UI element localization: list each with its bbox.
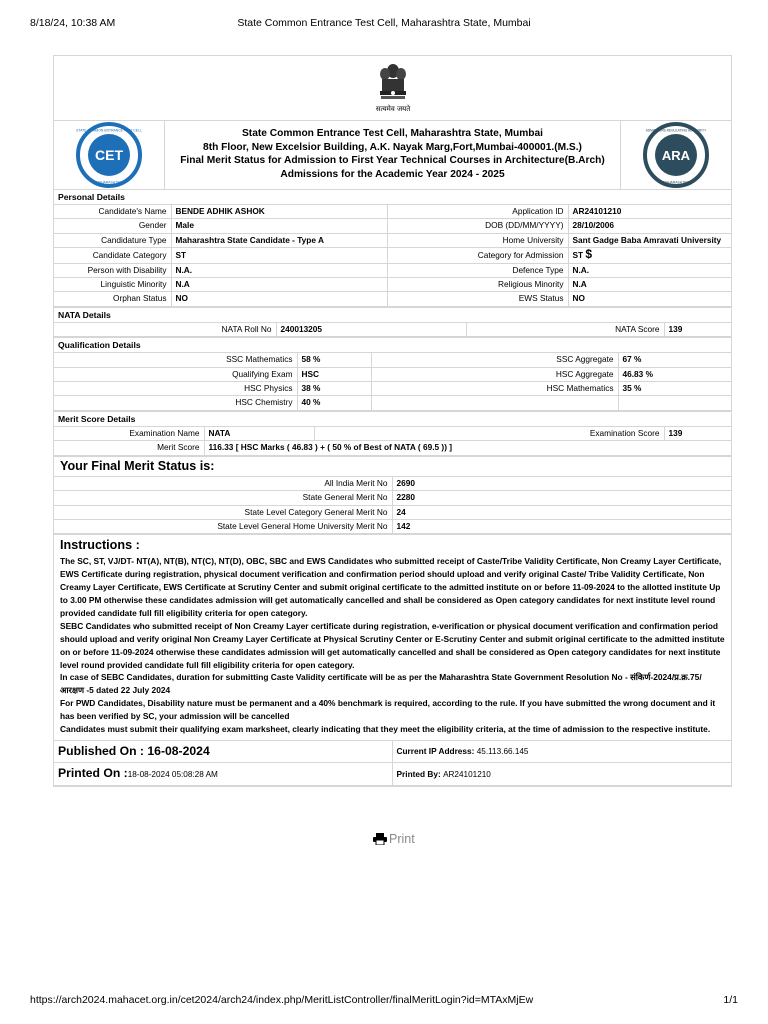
defence-type-value: N.A. (568, 263, 731, 277)
table-row (54, 367, 731, 381)
application-id-label: Application ID (387, 205, 568, 219)
ssc-mathematics-value: 58 % (297, 353, 371, 367)
table-row (54, 382, 731, 396)
table-row (54, 278, 731, 292)
linguistic-minority-value: N.A (171, 278, 387, 292)
personal-details-heading: Personal Details (54, 190, 731, 205)
academic-year: Admissions for the Academic Year 2024 - 2025 (280, 168, 505, 180)
office-address: 8th Floor, New Excelsior Building, A.K. Nayak Marg,Fort,Mumbai-400001.(M.S.) (203, 141, 582, 153)
qualifying-exam-label: Qualifying Exam (54, 367, 297, 381)
page-count: 1/1 (723, 994, 738, 1006)
cet-logo-bottom-text: MAHARASHTRA (96, 180, 122, 185)
state-general-merit-label: State General Merit No (54, 491, 392, 505)
ara-logo-ring-text: ADMISSIONS REGULATING AUTHORITY (645, 128, 707, 133)
emblem-row (54, 56, 731, 121)
ara-logo-bottom-text: MAHARASHTRA (663, 180, 689, 185)
state-category-merit-value: 24 (392, 505, 731, 519)
hsc-physics-label: HSC Physics (54, 382, 297, 396)
instruction-paragraph: SEBC Candidates who submitted receipt of Non Creamy Layer certificate during registration, e-verification or physical document verification and confirmation period should upload and verify original Non Creamy Layer Certificate at Physical Scrutiny Center or E-Scrutiny Center and submit original certificate to the admitted institute on or before 11-09-2024 otherwise these candidates admission will get automatically cancelled and shall be considered as Open category candidates for next institute level round provided candidate full fill eligibility criteria for open category. (60, 620, 725, 670)
office-header (54, 121, 731, 190)
cet-logo-ring-text: STATE COMMON ENTRANCE TEST CELL (76, 128, 142, 133)
national-emblem-icon (373, 61, 413, 117)
merit-score-label: Merit Score (54, 441, 204, 455)
browser-print-footer (30, 994, 738, 1008)
personal-details-table (54, 205, 731, 307)
nata-details-table (54, 323, 731, 337)
cet-logo-text: CET (95, 147, 123, 163)
table-row (54, 205, 731, 219)
instruction-paragraph: The SC, ST, VJ/DT- NT(A), NT(B), NT(C), NT(D), OBC, SBC and EWS Candidates who submitted receipt of Caste/Tribe Validity Certificate, Non Creamy Layer Certificate, EWS Certificate during registration, physical document verification and confirmation period should upload and verify original Caste/ Tribe Validity Certificate, Non Creamy Layer Certificate, EWS Certificate at Scrutiny Center and submit original certificate to the admitted institute on or before 11-09-2024 to the allotted institute Up to 3.00 PM otherwise these candidates admission will get automatically cancelled and shall be considered as Open category candidates for next institute level round provided candidate full fill eligibility criteria for open category. (60, 556, 722, 618)
dob-label: DOB (DD/MM/YYYY) (387, 219, 568, 233)
print-page-title: State Common Entrance Test Cell, Maharashtra State, Mumbai (237, 17, 531, 29)
office-name: State Common Entrance Test Cell, Maharashtra State, Mumbai (242, 128, 543, 139)
table-row (54, 323, 731, 337)
published-label: Published On : (58, 744, 148, 758)
qualification-details-heading: Qualification Details (54, 337, 731, 353)
hsc-chemistry-label: HSC Chemistry (54, 396, 297, 410)
print-datetime: 8/18/24, 10:38 AM (30, 17, 116, 29)
ssc-mathematics-label: SSC Mathematics (54, 353, 297, 367)
home-university-label: Home University (387, 233, 568, 247)
hsc-aggregate-label: HSC Aggregate (371, 367, 618, 381)
published-value: 16-08-2024 (147, 744, 210, 758)
print-button[interactable] (373, 832, 415, 846)
home-university-value: Sant Gadge Baba Amravati University (568, 233, 731, 247)
category-for-admission-label: Category for Admission (387, 248, 568, 263)
home-university-merit-label: State Level General Home University Merit No (54, 519, 392, 533)
table-row (54, 505, 731, 519)
ip-value: 45.113.66.145 (476, 747, 529, 756)
religious-minority-label: Religious Minority (387, 278, 568, 292)
candidate-name-value: BENDE ADHIK ASHOK (171, 205, 387, 219)
browser-print-header (30, 17, 738, 31)
nata-score-label: NATA Score (466, 323, 664, 337)
print-button-label: Print (389, 832, 415, 846)
ara-logo-icon (640, 121, 712, 189)
printed-by-value: AR24101210 (443, 769, 491, 779)
table-row (54, 219, 731, 233)
nata-roll-value: 240013205 (276, 323, 466, 337)
examination-name-value: NATA (204, 427, 314, 441)
final-merit-table (54, 477, 731, 535)
disability-label: Person with Disability (54, 263, 171, 277)
final-merit-heading: Your Final Merit Status is: (54, 456, 731, 477)
ip-label: Current IP Address: (396, 746, 477, 756)
cet-logo-box (54, 121, 165, 189)
merit-score-heading: Merit Score Details (54, 411, 731, 427)
hsc-aggregate-value: 46.83 % (618, 367, 731, 381)
cet-logo-icon (73, 121, 145, 189)
orphan-status-value: NO (171, 292, 387, 306)
ews-status-label: EWS Status (387, 292, 568, 306)
instruction-paragraph: In case of SEBC Candidates, duration for submitting Caste Validity certificate will be as per the Maharashtra State Government Resolution No - संकिर्ण-2024/प्र.क्र.75/ आरक्षण -5 dated 22 July 2024 (60, 672, 702, 696)
examination-score-label: Examination Score (314, 427, 664, 441)
printed-by-label: Printed By: (396, 768, 444, 779)
table-row (54, 263, 731, 277)
table-row (54, 441, 731, 455)
candidature-type-label: Candidature Type (54, 233, 171, 247)
printed-on-label: Printed On : (58, 766, 128, 780)
religious-minority-value: N.A (568, 278, 731, 292)
printed-on-cell (54, 763, 392, 786)
instructions-block (54, 534, 731, 741)
application-id-value: AR24101210 (568, 205, 731, 219)
instruction-paragraph: Candidates must submit their qualifying exam marksheet, clearly indicating that they meet the eligibility criteria, at the time of admission to the respective institute. (60, 724, 711, 735)
nata-details-heading: NATA Details (54, 307, 731, 323)
table-row (54, 353, 731, 367)
publication-footer-table (54, 741, 731, 786)
printer-icon (373, 833, 387, 845)
empty-value (618, 396, 731, 410)
table-row (54, 741, 731, 763)
nata-roll-label: NATA Roll No (54, 323, 276, 337)
instructions-heading: Instructions : (60, 538, 140, 553)
category-for-admission-text: ST (572, 250, 584, 261)
document-title: Final Merit Status for Admission to First Year Technical Courses in Architecture(B.Arch) (180, 155, 605, 167)
table-row (54, 233, 731, 247)
hsc-physics-value: 38 % (297, 382, 371, 396)
candidate-category-value: ST (171, 248, 387, 263)
emblem-motto: सत्यमेव जयते (375, 105, 410, 113)
table-row (54, 477, 731, 491)
candidate-category-label: Candidate Category (54, 248, 171, 263)
hsc-mathematics-value: 35 % (618, 382, 731, 396)
table-row (54, 763, 731, 786)
all-india-merit-label: All India Merit No (54, 477, 392, 491)
table-row (54, 292, 731, 306)
table-row (54, 248, 731, 263)
merit-status-document (53, 55, 732, 787)
state-category-merit-label: State Level Category General Merit No (54, 505, 392, 519)
hsc-mathematics-label: HSC Mathematics (371, 382, 618, 396)
home-university-merit-value: 142 (392, 519, 731, 533)
candidate-name-label: Candidate's Name (54, 205, 171, 219)
merit-score-table (54, 427, 731, 456)
table-row (54, 491, 731, 505)
all-india-merit-value: 2690 (392, 477, 731, 491)
office-header-text (164, 127, 621, 181)
qualifying-exam-value: HSC (297, 367, 371, 381)
candidature-type-value: Maharashtra State Candidate - Type A (171, 233, 387, 247)
gender-value: Male (171, 219, 387, 233)
table-row (54, 427, 731, 441)
gender-label: Gender (54, 219, 171, 233)
ip-address-cell (392, 741, 731, 763)
state-general-merit-value: 2280 (392, 491, 731, 505)
printed-on-value: 18-08-2024 05:08:28 AM (127, 770, 218, 779)
nata-score-value: 139 (664, 323, 731, 337)
ews-status-value: NO (568, 292, 731, 306)
orphan-status-label: Orphan Status (54, 292, 171, 306)
ssc-aggregate-value: 67 % (618, 353, 731, 367)
empty-label (371, 396, 618, 410)
merit-score-value: 116.33 [ HSC Marks ( 46.83 ) + ( 50 % of Best of NATA ( 69.5 )) ] (204, 441, 731, 455)
linguistic-minority-label: Linguistic Minority (54, 278, 171, 292)
published-on-cell (54, 741, 392, 763)
hsc-chemistry-value: 40 % (297, 396, 371, 410)
examination-score-value: 139 (664, 427, 731, 441)
ssc-aggregate-label: SSC Aggregate (371, 353, 618, 367)
instruction-paragraph: For PWD Candidates, Disability nature must be permanent and a 40% benchmark is required, according to the rule. If you have submitted the wrong document and it has been verified by SC, your admission will be cancelled (60, 698, 716, 722)
table-row (54, 396, 731, 410)
defence-type-label: Defence Type (387, 263, 568, 277)
qualification-details-table (54, 353, 731, 411)
printed-by-cell (392, 763, 731, 786)
page-url: https://arch2024.mahacet.org.in/cet2024/arch24/index.php/MeritListController/finalMeritLogin?id=MTAxMjEw (30, 994, 534, 1006)
dob-value: 28/10/2006 (568, 219, 731, 233)
category-for-admission-value (568, 248, 731, 263)
ara-logo-box (620, 121, 731, 189)
table-row (54, 519, 731, 533)
category-mark: $ (585, 247, 593, 262)
ara-logo-text: ARA (661, 148, 691, 163)
disability-value: N.A. (171, 263, 387, 277)
examination-name-label: Examination Name (54, 427, 204, 441)
